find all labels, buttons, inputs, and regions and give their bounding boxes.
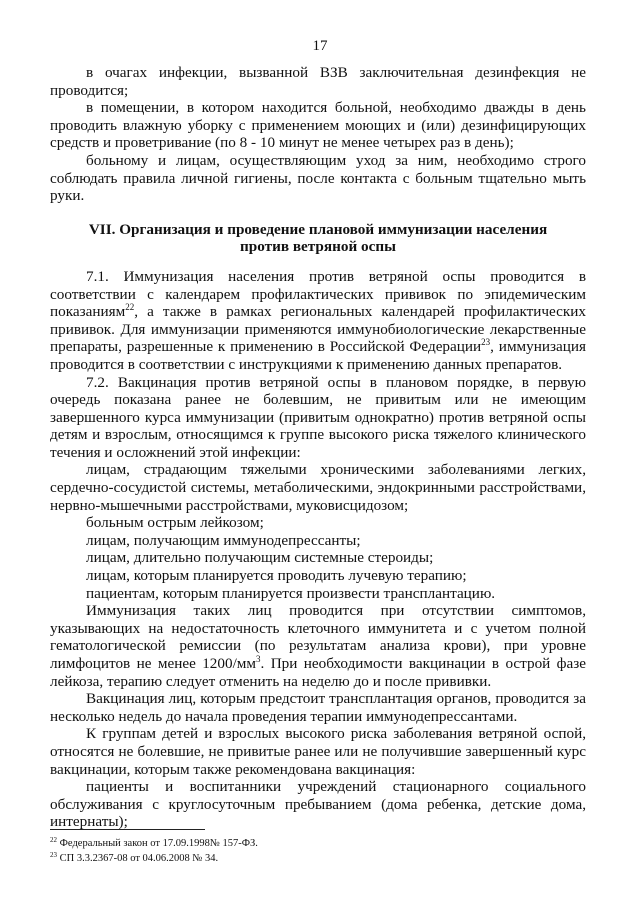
p71-part-b: , а также в рамках региональных календарей профилактических прививок. Для иммунизации применяются иммунобиологические лекарственные препараты, разрешенные к применению в Российской Федерации (50, 303, 586, 356)
superscript-3: 3 (256, 654, 261, 664)
risk-list-item: лицам, получающим иммунодепрессанты; (86, 531, 361, 549)
section-heading (50, 221, 586, 256)
footnote-23 (50, 851, 590, 866)
p71-part-a: 7.1. Иммунизация населения против ветряной оспы проводится в соответствии с календарем профилактических прививок по эпидемическим показаниям (50, 267, 586, 321)
paragraph-7-1 (50, 268, 586, 374)
footnotes (50, 836, 590, 866)
footnote-22 (50, 836, 590, 851)
document-body (50, 64, 586, 831)
paragraph-final-disinfection: в очагах инфекции, вызванной ВЗВ заключительная дезинфекция не проводится; (50, 64, 586, 99)
paragraph-high-risk-groups: К группам детей и взрослых высокого риска заболевания ветряной оспой, относятся не болевшие, не привитые ранее или не получившие завершенный курс вакцинации, которым также рекомендована вакцинация: (50, 725, 586, 778)
footnote-ref-22: 22 (125, 302, 135, 313)
risk-list-item: лицам, длительно получающим системные стероиды; (86, 549, 434, 567)
paragraph-personal-hygiene: больному и лицам, осуществляющим уход за ним, необходимо строго соблюдать правила личной гигиены, после контакта с больным тщательно мыть руки. (50, 151, 586, 205)
paragraph-patients: пациенты и воспитанники учреждений стационарного социального обслуживания с круглосуточным пребыванием (дома ребенка, детские дома, интернаты); (50, 778, 586, 831)
paragraph-7-2: 7.2. Вакцинация против ветряной оспы в плановом порядке, в первую очередь показана ранее не болевшим, не привитым или не имеющим завершенного курса иммунизации (привитым однократно) против ветряной оспы детям и взрослым, относящимся к группе высокого риска тяжелого клинического течения и осложнений этой инфекции: (50, 373, 586, 461)
risk-list-item: больным острым лейкозом; (86, 514, 264, 532)
page-number: 17 (312, 38, 328, 54)
paragraph-immunization-conditions (50, 602, 586, 690)
risk-list-item: лицам, которым планируется проводить лучевую терапию; (86, 567, 467, 585)
immun-part-b: . При необходимости вакцинации в острой фазе лейкоза, терапию следует отменить на неделю до и после прививки. (50, 655, 587, 690)
footnote-separator (50, 829, 205, 830)
footnote-number: 23 (50, 851, 57, 859)
section-heading-line2: против ветряной оспы (240, 238, 396, 256)
paragraph-wet-cleaning: в помещении, в котором находится больной, необходимо дважды в день проводить влажную уборку с применением моющих и (или) дезинфицирующих средств и проветривание (по 8 - 10 минут не менее четырех раз в день); (50, 99, 586, 152)
risk-list-item: лицам, страдающим тяжелыми хроническими заболеваниями легких, сердечно-сосудистой системы, метаболическими, эндокринными расстройствами, нервно-мышечными расстройствами, муковисцидозом; (50, 461, 586, 514)
footnote-number: 22 (50, 836, 57, 844)
footnote-ref-23: 23 (481, 337, 491, 348)
immun-part-a: Иммунизация таких лиц проводится при отсутствии симптомов, указывающих на недостаточность клеточного иммунитета и с учетом полной гематологической ремиссии (по результатам анализа крови), при уровне лимфоцитов не менее 1200/мм (50, 602, 586, 672)
footnote-text: Федеральный закон от 17.09.1998№ 157-ФЗ. (59, 838, 258, 849)
p71-part-c: , иммунизация проводится в соответствии с инструкциями к применению данных препаратов. (50, 338, 586, 373)
footnote-text: СП 3.3.2367-08 от 04.06.2008 № 34. (59, 853, 219, 864)
risk-list-item: пациентам, которым планируется произвести трансплантацию. (86, 584, 496, 602)
paragraph-transplant: Вакцинация лиц, которым предстоит трансплантация органов, проводится за несколько недель до начала проведения терапии иммунодепрессантами. (50, 690, 586, 725)
section-heading-line1: VII. Организация и проведение плановой иммунизации населения (88, 220, 548, 238)
